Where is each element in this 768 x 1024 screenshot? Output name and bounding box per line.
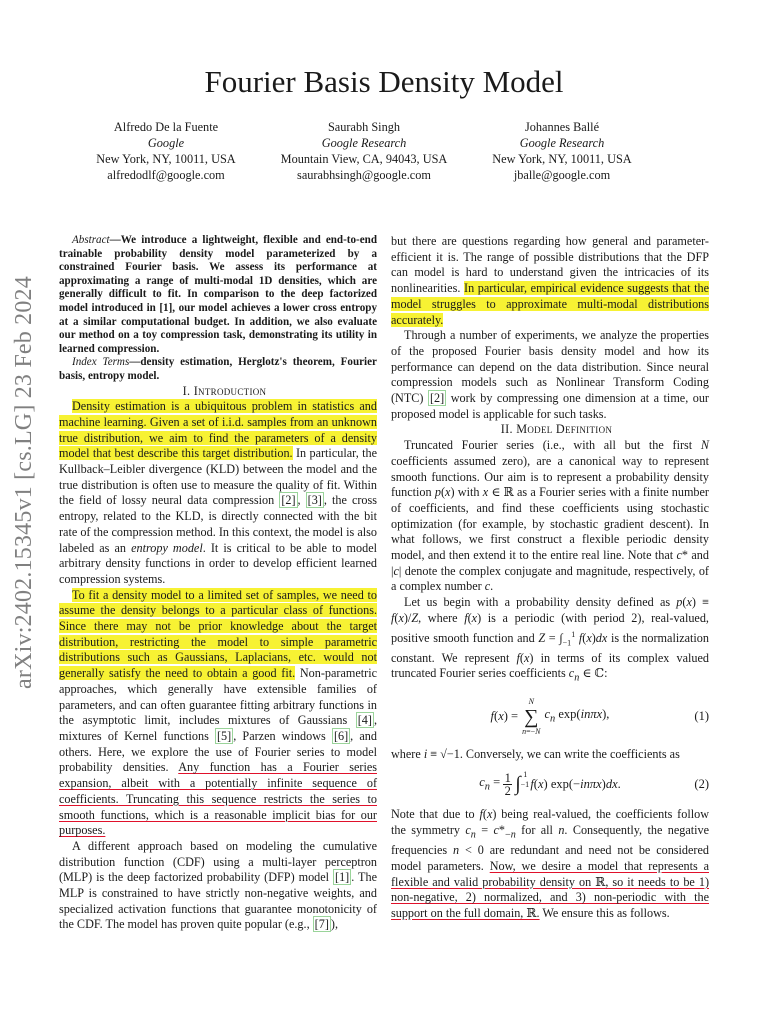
citation-link[interactable]: [4] — [357, 713, 372, 728]
author-email[interactable]: jballe@google.com — [513, 168, 611, 182]
paragraph: Density estimation is a ubiquitous problem in statistics and machine learning. Given a set of i.i.d. samples from an unknown true distribution, we aim to find the parameters of a density model that best describe this target distribution. In particular, the Kullback–Leibler divergence (KLD) between the model and the true distribution is often use to measure the quality of fit. Within the field of lossy neural data compression [2] , [3] , the cross entropy, related to the KLD, is directly connected with the bit rate of the compression method. In this context, the model is also labeled as an entropy model. It is critical to be able to model arbitrary density functions in order to develop efficient learned compression systems. — [59, 399, 378, 586]
underline: Now, we desire a model that represents a flexible and valid probability density on ℝ, so it needs to be 1) non-negative, 2) normalized, and 3) non-periodic with the support on the full domain, ℝ. — [391, 858, 709, 920]
paper-title: Fourier Basis Density Model — [204, 64, 564, 99]
equation-2: $c_n$ = 1 2 ∫ −1 $^1$ f(x) exp(−inπx)dx. (2) — [479, 769, 709, 799]
author-address: New York, NY, 10011, USA — [96, 152, 236, 166]
author-affiliation: Google Research — [321, 136, 407, 150]
citation-link[interactable]: [1] — [335, 870, 350, 885]
right-column — [391, 234, 709, 922]
citation-link[interactable]: [3] — [307, 493, 322, 508]
section-heading: I. Introduction — [182, 383, 267, 398]
author-affiliation: Google — [147, 136, 185, 150]
paragraph: but there are questions regarding how general and parameter-efficient it is. The range of possible distributions that the DFP can model is hard to understand given the intricacies of its nonlinearities. In particular, empirical evidence suggests that the model struggles to approximate multi-modal distributions accurately. — [391, 234, 709, 327]
index-terms: Index Terms—density estimation, Herglotz's theorem, Fourier basis, entropy model. — [59, 356, 377, 382]
paragraph: where i ≡ √−1. Conversely, we can write the coefficients as — [391, 746, 680, 761]
author-block — [66, 119, 266, 183]
underline: Any function has a Fourier series expansion, albeit with a potentially infinite sequence of coefficients. Truncating this sequence restricts the series to smooth functions, which is a reasonable implicit bias for our purposes. — [59, 760, 377, 838]
paragraph: Let us begin with a probability density defined as p(x) ≡ f(x)/Z, where f(x) is a periodic (with period 2), real-valued, positive smooth function and $Z = \int_{-1}^1$ f(x)dx is the normalization constant. We represent f(x) in terms of its complex valued truncated Fourier series coefficients $c_n$ ∈ ℂ: — [391, 595, 709, 684]
author-block — [462, 119, 662, 183]
section-heading: II. Model Definition — [500, 422, 613, 437]
highlight: To fit a density model to a limited set of samples, we need to assume the density belongs to a particular class of functions. Since there may not be prior knowledge about the target distribution, restricting the model to simple parametric distributions such as Gaussians, Laplacians, etc. would not generally satisfy the need to obtain a good fit. — [59, 587, 377, 681]
paragraph: Truncated Fourier series (i.e., with all but the first N coefficients assumed zero), are a canonical way to represent smooth functions. Our aim is to represent a probability density function p(x) with x ∈ ℝ as a Fourier series with a finite number of coefficients, and find these coefficients using stochastic optimization (for example, by stochastic gradient descent). In what follows, we first construct a flexible periodic density model, and then extend it to the entire real line. Note that c* and |c| denote the complex conjugate and magnitude, respectively, of a complex number c. — [391, 438, 709, 594]
highlight: In particular, empirical evidence suggests that the model struggles to approximate multi-modal distributions accurately. — [391, 281, 709, 327]
left-column — [59, 234, 377, 933]
author-email[interactable]: alfredodlf@google.com — [107, 168, 225, 182]
author-affiliation: Google Research — [519, 136, 605, 150]
author-email[interactable]: saurabhsingh@google.com — [297, 168, 431, 182]
paragraph: To fit a density model to a limited set of samples, we need to assume the density belongs to a particular class of functions. Since there may not be prior knowledge about the target distribution, restricting the model to simple parametric distributions such as Gaussians, Laplacians, etc. would not generally satisfy the need to obtain a good fit. Non-parametric approaches, which generally have extensible families of parameters, and can often guarantee fitting arbitrary functions in the asymptotic limit, includes mixtures of Gaussians [4] , mixtures of Kernel functions [5] , Parzen windows [6] , and others. Here, we explore the use of Fourier series to model probability densities. Any function has a Fourier series expansion, albeit with a potentially infinite sequence of coefficients. Truncating this sequence restricts the series to smooth functions, which is a reasonable implicit bias for our purposes. — [59, 587, 377, 838]
author-name: Alfredo De la Fuente — [113, 120, 219, 134]
author-address: Mountain View, CA, 94043, USA — [280, 152, 448, 166]
author-name: Saurabh Singh — [327, 120, 401, 134]
citation-link[interactable]: [6] — [333, 729, 349, 743]
arxiv-identifier: arXiv:2402.15345v1 [cs.LG] 23 Feb 2024 — [10, 275, 37, 689]
author-block — [264, 119, 464, 183]
equation-1: f(x) = N ∑ n=−N $c_n$ exp(inπx), (1) — [490, 696, 709, 736]
citation-link[interactable]: [2] — [429, 391, 445, 406]
abstract: Abstract—We introduce a lightweight, flexible and end-to-end trainable probability density model parameterized by a constrained Fourier basis. We assess its performance at approximating a range of multi-modal 1D densities, which are generally difficult to fit. In comparison to the deep factorized model introduced in [1], our model achieves a lower cross entropy at a similar computational budget. In addition, we also evaluate our method on a toy compression task, demonstrating its utility in learned compression. — [59, 234, 377, 355]
paragraph: A different approach based on modeling the cumulative distribution function (CDF) using a multi-layer perceptron (MLP) is the deep factorized probability (DFP) model [1] . The MLP is constrained to have strictly non-negative weights, and specialized activation functions that guarantee monotonicity of the CDF. The model has proven quite popular (e.g., [7] ), — [59, 838, 377, 932]
paragraph: Note that due to f(x) being real-valued, the coefficients follow the symmetry $c_n = c*_{-n}$ for all n. Consequently, the negative frequencies n < 0 are redundant and need not be considered model parameters. Now, we desire a model that represents a flexible and valid probability density on ℝ, so it needs to be 1) non-negative, 2) normalized, and 3) non-periodic with the support on the full domain, ℝ. We ensure this as follows. — [391, 807, 710, 920]
citation-link[interactable]: [7] — [314, 917, 329, 932]
author-address: New York, NY, 10011, USA — [492, 152, 632, 166]
author-name: Johannes Ballé — [524, 120, 600, 134]
citation-link[interactable]: [5] — [217, 729, 232, 743]
citation-link[interactable]: [2] — [281, 493, 296, 508]
paragraph: Through a number of experiments, we analyze the properties of the proposed Fourier basis density model and how its performance can depend on the data distribution. Since neural compression models such as Nonlinear Transform Coding (NTC) [2] work by compressing one dimension at a time, our proposed model is applicable for such tasks. — [391, 328, 709, 421]
highlight: Density estimation is a ubiquitous problem in statistics and machine learning. Given a set of i.i.d. samples from an unknown true distribution, we aim to find the parameters of a density model that best describe this target distribution. — [59, 399, 377, 461]
